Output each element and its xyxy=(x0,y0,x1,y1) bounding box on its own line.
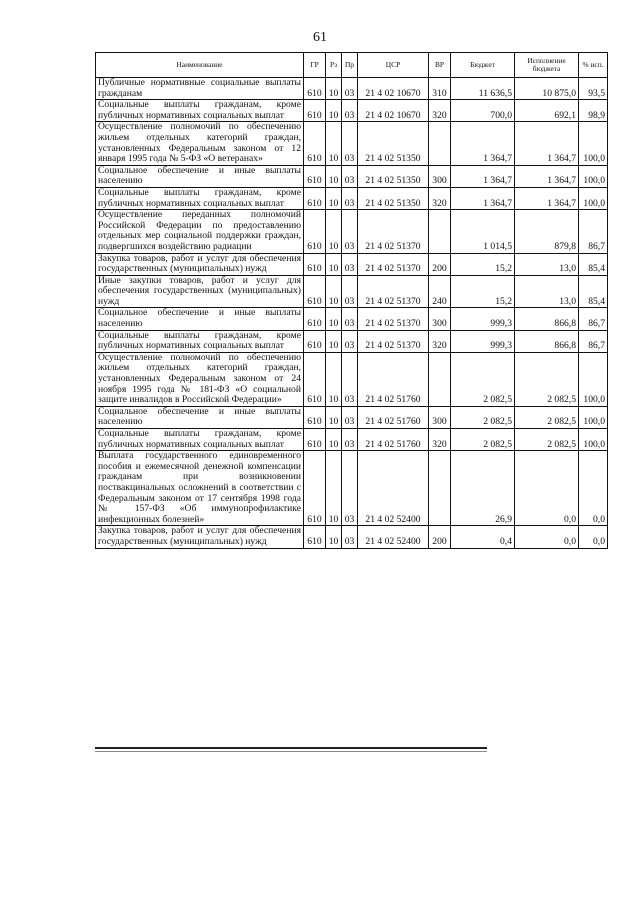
row-name-cell: Социальные выплаты гражданам, кроме публичных нормативных социальных выплат xyxy=(96,429,304,451)
row-csr-cell: 21 4 02 51370 xyxy=(358,330,429,352)
row-vr-cell: 300 xyxy=(429,406,451,428)
row-budget-cell: 999,3 xyxy=(451,330,515,352)
row-rz-cell: 10 xyxy=(326,406,342,428)
table-row xyxy=(96,308,608,330)
row-gr-cell: 610 xyxy=(304,165,326,187)
footer-rule-thin xyxy=(95,751,487,752)
row-gr-cell: 610 xyxy=(304,78,326,100)
row-rz-cell: 10 xyxy=(326,308,342,330)
row-vr-cell: 320 xyxy=(429,100,451,122)
row-percent-cell: 100,0 xyxy=(579,165,608,187)
row-pr-cell: 03 xyxy=(342,210,358,253)
row-pr-cell: 03 xyxy=(342,352,358,406)
row-gr-cell: 610 xyxy=(304,122,326,165)
row-name-cell: Социальные выплаты гражданам, кроме публичных нормативных социальных выплат xyxy=(96,187,304,209)
row-name-cell: Осуществление переданных полномочий Российской Федерации по предоставлению отдельных мер социальной поддержки граждан, подвергшихся воздействию радиации xyxy=(96,210,304,253)
row-rz-cell: 10 xyxy=(326,253,342,275)
row-rz-cell: 10 xyxy=(326,122,342,165)
row-pr-cell: 03 xyxy=(342,165,358,187)
table-row xyxy=(96,526,608,548)
row-pr-cell: 03 xyxy=(342,275,358,308)
table-header-row xyxy=(96,53,608,78)
row-percent-cell: 93,5 xyxy=(579,78,608,100)
row-csr-cell: 21 4 02 51350 xyxy=(358,122,429,165)
row-pr-cell: 03 xyxy=(342,187,358,209)
column-header-execution: Исполнение бюджета xyxy=(515,53,579,78)
row-rz-cell: 10 xyxy=(326,78,342,100)
row-vr-cell xyxy=(429,122,451,165)
row-percent-cell: 98,9 xyxy=(579,100,608,122)
row-rz-cell: 10 xyxy=(326,210,342,253)
table-row xyxy=(96,406,608,428)
row-gr-cell: 610 xyxy=(304,451,326,526)
table-row xyxy=(96,330,608,352)
table-row xyxy=(96,165,608,187)
row-execution-cell: 692,1 xyxy=(515,100,579,122)
row-name-cell: Социальные выплаты гражданам, кроме публичных нормативных социальных выплат xyxy=(96,100,304,122)
row-execution-cell: 10 875,0 xyxy=(515,78,579,100)
column-header-vr: ВР xyxy=(429,53,451,78)
row-percent-cell: 0,0 xyxy=(579,451,608,526)
row-rz-cell: 10 xyxy=(326,352,342,406)
row-csr-cell: 21 4 02 51350 xyxy=(358,187,429,209)
row-csr-cell: 21 4 02 51760 xyxy=(358,352,429,406)
row-gr-cell: 610 xyxy=(304,526,326,548)
row-budget-cell: 0,4 xyxy=(451,526,515,548)
row-percent-cell: 100,0 xyxy=(579,352,608,406)
row-vr-cell: 300 xyxy=(429,165,451,187)
row-budget-cell: 1 014,5 xyxy=(451,210,515,253)
row-name-cell: Закупка товаров, работ и услуг для обеспечения государственных (муниципальных) нужд xyxy=(96,253,304,275)
row-pr-cell: 03 xyxy=(342,526,358,548)
row-gr-cell: 610 xyxy=(304,253,326,275)
row-rz-cell: 10 xyxy=(326,187,342,209)
row-gr-cell: 610 xyxy=(304,406,326,428)
row-csr-cell: 21 4 02 51370 xyxy=(358,210,429,253)
row-execution-cell: 1 364,7 xyxy=(515,122,579,165)
row-name-cell: Социальное обеспечение и иные выплаты населению xyxy=(96,308,304,330)
row-pr-cell: 03 xyxy=(342,308,358,330)
table-row xyxy=(96,451,608,526)
row-name-cell: Осуществление полномочий по обеспечению жильем отдельных категорий граждан, установленных Федеральным законом от 24 ноября 1995 года № 181-ФЗ «О социальной защите инвалидов в Российской Федерации» xyxy=(96,352,304,406)
table-row xyxy=(96,275,608,308)
row-vr-cell: 200 xyxy=(429,526,451,548)
row-budget-cell: 26,9 xyxy=(451,451,515,526)
row-csr-cell: 21 4 02 10670 xyxy=(358,78,429,100)
row-gr-cell: 610 xyxy=(304,352,326,406)
row-vr-cell xyxy=(429,451,451,526)
row-vr-cell xyxy=(429,210,451,253)
row-vr-cell: 320 xyxy=(429,187,451,209)
row-gr-cell: 610 xyxy=(304,308,326,330)
column-header-percent: % исп. xyxy=(579,53,608,78)
budget-table xyxy=(95,52,608,549)
table-row xyxy=(96,210,608,253)
row-percent-cell: 100,0 xyxy=(579,187,608,209)
table-row xyxy=(96,253,608,275)
row-rz-cell: 10 xyxy=(326,100,342,122)
row-execution-cell: 2 082,5 xyxy=(515,352,579,406)
row-gr-cell: 610 xyxy=(304,187,326,209)
row-budget-cell: 15,2 xyxy=(451,253,515,275)
row-rz-cell: 10 xyxy=(326,526,342,548)
row-rz-cell: 10 xyxy=(326,429,342,451)
row-csr-cell: 21 4 02 51370 xyxy=(358,275,429,308)
row-execution-cell: 866,8 xyxy=(515,308,579,330)
row-pr-cell: 03 xyxy=(342,78,358,100)
row-vr-cell: 310 xyxy=(429,78,451,100)
row-rz-cell: 10 xyxy=(326,330,342,352)
column-header-pr: Пр xyxy=(342,53,358,78)
row-percent-cell: 100,0 xyxy=(579,122,608,165)
table-row xyxy=(96,352,608,406)
row-pr-cell: 03 xyxy=(342,100,358,122)
footer-rule xyxy=(95,747,487,749)
table-row xyxy=(96,122,608,165)
row-execution-cell: 1 364,7 xyxy=(515,165,579,187)
row-budget-cell: 1 364,7 xyxy=(451,165,515,187)
column-header-csr: ЦСР xyxy=(358,53,429,78)
row-vr-cell: 320 xyxy=(429,330,451,352)
row-percent-cell: 85,4 xyxy=(579,275,608,308)
row-name-cell: Публичные нормативные социальные выплаты гражданам xyxy=(96,78,304,100)
row-csr-cell: 21 4 02 51760 xyxy=(358,406,429,428)
row-percent-cell: 86,7 xyxy=(579,210,608,253)
row-percent-cell: 100,0 xyxy=(579,429,608,451)
table-row xyxy=(96,78,608,100)
row-execution-cell: 1 364,7 xyxy=(515,187,579,209)
row-execution-cell: 13,0 xyxy=(515,275,579,308)
row-budget-cell: 11 636,5 xyxy=(451,78,515,100)
row-pr-cell: 03 xyxy=(342,122,358,165)
row-name-cell: Социальные выплаты гражданам, кроме публичных нормативных социальных выплат xyxy=(96,330,304,352)
row-vr-cell xyxy=(429,352,451,406)
row-gr-cell: 610 xyxy=(304,429,326,451)
row-pr-cell: 03 xyxy=(342,253,358,275)
table-row xyxy=(96,100,608,122)
row-gr-cell: 610 xyxy=(304,330,326,352)
row-rz-cell: 10 xyxy=(326,451,342,526)
row-rz-cell: 10 xyxy=(326,275,342,308)
row-name-cell: Выплата государственного единовременного пособия и ежемесячной денежной компенсации гражданам при возникновении поствакцинальных осложнений в соответствии с Федеральным законом от 17 сентября 1998 года № 157-ФЗ «Об иммунопрофилактике инфекционных болезней» xyxy=(96,451,304,526)
row-vr-cell: 200 xyxy=(429,253,451,275)
row-budget-cell: 2 082,5 xyxy=(451,429,515,451)
row-rz-cell: 10 xyxy=(326,165,342,187)
row-execution-cell: 866,8 xyxy=(515,330,579,352)
row-gr-cell: 610 xyxy=(304,210,326,253)
row-csr-cell: 21 4 02 10670 xyxy=(358,100,429,122)
column-header-budget: Бюджет xyxy=(451,53,515,78)
row-pr-cell: 03 xyxy=(342,406,358,428)
row-execution-cell: 879,8 xyxy=(515,210,579,253)
row-budget-cell: 1 364,7 xyxy=(451,187,515,209)
row-name-cell: Социальное обеспечение и иные выплаты населению xyxy=(96,165,304,187)
row-name-cell: Иные закупки товаров, работ и услуг для обеспечения государственных (муниципальных) нужд xyxy=(96,275,304,308)
table-body xyxy=(96,78,608,549)
row-execution-cell: 0,0 xyxy=(515,451,579,526)
row-percent-cell: 86,7 xyxy=(579,308,608,330)
row-budget-cell: 999,3 xyxy=(451,308,515,330)
row-gr-cell: 610 xyxy=(304,100,326,122)
row-vr-cell: 300 xyxy=(429,308,451,330)
row-budget-cell: 2 082,5 xyxy=(451,406,515,428)
row-gr-cell: 610 xyxy=(304,275,326,308)
row-execution-cell: 13,0 xyxy=(515,253,579,275)
row-execution-cell: 2 082,5 xyxy=(515,429,579,451)
row-csr-cell: 21 4 02 51370 xyxy=(358,308,429,330)
row-pr-cell: 03 xyxy=(342,330,358,352)
row-name-cell: Социальное обеспечение и иные выплаты населению xyxy=(96,406,304,428)
row-csr-cell: 21 4 02 51350 xyxy=(358,165,429,187)
row-vr-cell: 320 xyxy=(429,429,451,451)
column-header-rz: Рз xyxy=(326,53,342,78)
row-vr-cell: 240 xyxy=(429,275,451,308)
row-percent-cell: 100,0 xyxy=(579,406,608,428)
row-percent-cell: 85,4 xyxy=(579,253,608,275)
row-csr-cell: 21 4 02 51370 xyxy=(358,253,429,275)
row-csr-cell: 21 4 02 52400 xyxy=(358,526,429,548)
table-row xyxy=(96,187,608,209)
row-pr-cell: 03 xyxy=(342,451,358,526)
row-execution-cell: 0,0 xyxy=(515,526,579,548)
column-header-name: Наименование xyxy=(96,53,304,78)
column-header-gr: ГР xyxy=(304,53,326,78)
row-pr-cell: 03 xyxy=(342,429,358,451)
row-budget-cell: 1 364,7 xyxy=(451,122,515,165)
page-number: 61 xyxy=(313,30,327,45)
row-budget-cell: 2 082,5 xyxy=(451,352,515,406)
table-row xyxy=(96,429,608,451)
row-budget-cell: 700,0 xyxy=(451,100,515,122)
row-percent-cell: 0,0 xyxy=(579,526,608,548)
row-csr-cell: 21 4 02 52400 xyxy=(358,451,429,526)
row-budget-cell: 15,2 xyxy=(451,275,515,308)
row-execution-cell: 2 082,5 xyxy=(515,406,579,428)
row-csr-cell: 21 4 02 51760 xyxy=(358,429,429,451)
row-percent-cell: 86,7 xyxy=(579,330,608,352)
row-name-cell: Осуществление полномочий по обеспечению жильем отдельных категорий граждан, установленных Федеральным законом от 12 января 1995 года № 5-ФЗ «О ветеранах» xyxy=(96,122,304,165)
row-name-cell: Закупка товаров, работ и услуг для обеспечения государственных (муниципальных) нужд xyxy=(96,526,304,548)
